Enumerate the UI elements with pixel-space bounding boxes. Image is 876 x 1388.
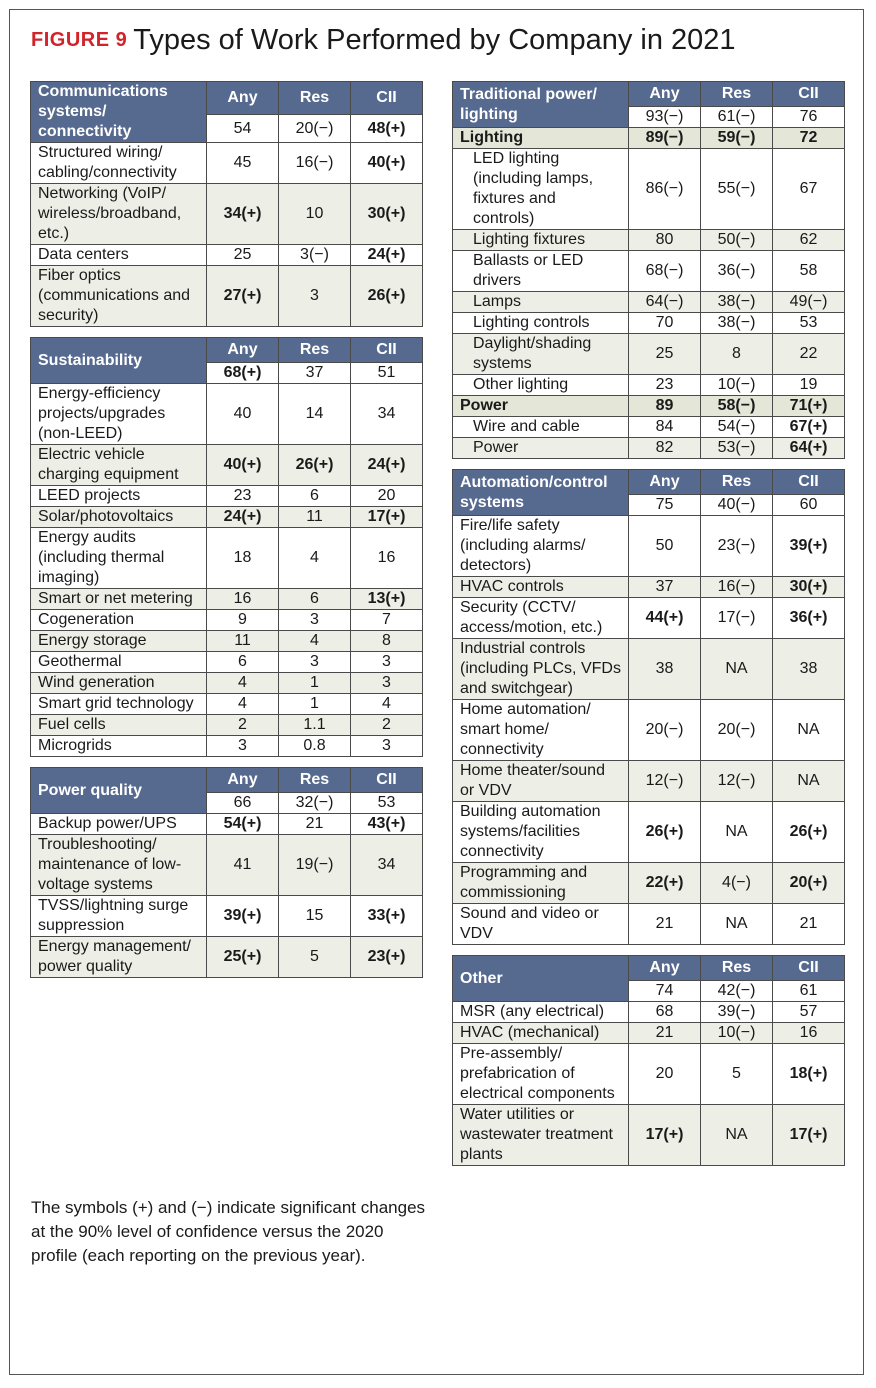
value-cell: 76 <box>773 107 845 128</box>
column-header: Any <box>207 768 279 793</box>
row-label: Power <box>453 438 629 459</box>
row-label: Lighting controls <box>453 313 629 334</box>
table-row <box>31 736 423 757</box>
value-cell: 24(+) <box>351 245 423 266</box>
value-cell: 3 <box>279 652 351 673</box>
row-label: Microgrids <box>31 736 207 757</box>
section-title: Traditional power/ lighting <box>453 82 629 128</box>
row-label: Fire/life safety (including alarms/ detectors) <box>453 516 629 577</box>
value-cell: 17(+) <box>629 1105 701 1166</box>
value-cell: 10(−) <box>701 375 773 396</box>
row-label: LED lighting (including lamps, fixtures and controls) <box>453 149 629 230</box>
figure-title <box>31 24 736 57</box>
value-cell: 6 <box>279 486 351 507</box>
row-label: Backup power/UPS <box>31 814 207 835</box>
value-cell: 23(−) <box>701 516 773 577</box>
value-cell: 21 <box>279 814 351 835</box>
value-cell: 17(+) <box>351 507 423 528</box>
value-cell: 75 <box>629 495 701 516</box>
value-cell: 3 <box>279 610 351 631</box>
table-row <box>453 334 845 375</box>
value-cell: 38(−) <box>701 292 773 313</box>
row-label: TVSS/lightning surge suppression <box>31 896 207 937</box>
table-row <box>453 904 845 945</box>
value-cell: 12(−) <box>701 761 773 802</box>
table-row <box>31 486 423 507</box>
value-cell: 42(−) <box>701 981 773 1002</box>
value-cell: 16(−) <box>701 577 773 598</box>
value-cell: 71(+) <box>773 396 845 417</box>
value-cell: 49(−) <box>773 292 845 313</box>
footnote: The symbols (+) and (−) indicate significant changes at the 90% level of confidence versus the 2020 profile (each reporting on the previous year). <box>31 1198 426 1265</box>
row-label: Lamps <box>453 292 629 313</box>
value-cell: 17(+) <box>773 1105 845 1166</box>
row-label: Wind generation <box>31 673 207 694</box>
value-cell: 44(+) <box>629 598 701 639</box>
value-cell: 53(−) <box>701 438 773 459</box>
value-cell: 57 <box>773 1002 845 1023</box>
value-cell: 20 <box>351 486 423 507</box>
table-row <box>31 507 423 528</box>
row-label: Cogeneration <box>31 610 207 631</box>
row-label: Other lighting <box>453 375 629 396</box>
value-cell: 22 <box>773 334 845 375</box>
value-cell: 4 <box>207 673 279 694</box>
row-label: Ballasts or LED drivers <box>453 251 629 292</box>
value-cell: 2 <box>351 715 423 736</box>
section-header-row <box>31 82 423 115</box>
value-cell: 50 <box>629 516 701 577</box>
section-title: Power quality <box>31 768 207 814</box>
value-cell: 41 <box>207 835 279 896</box>
row-label: Home automation/ smart home/ connectivity <box>453 700 629 761</box>
row-label: MSR (any electrical) <box>453 1002 629 1023</box>
value-cell: 34 <box>351 835 423 896</box>
value-cell: 12(−) <box>629 761 701 802</box>
column-header: CII <box>351 82 423 115</box>
value-cell: 20(+) <box>773 863 845 904</box>
value-cell: 51 <box>351 363 423 384</box>
section-header-row <box>453 470 845 495</box>
table-row <box>31 445 423 486</box>
row-label: Power <box>453 396 629 417</box>
value-cell: 1 <box>279 694 351 715</box>
value-cell: 25 <box>629 334 701 375</box>
value-cell: 58(−) <box>701 396 773 417</box>
value-cell: 25 <box>207 245 279 266</box>
section-table <box>30 337 423 757</box>
value-cell: 61 <box>773 981 845 1002</box>
column-header: Res <box>279 768 351 793</box>
table-row <box>31 835 423 896</box>
section-table <box>452 81 845 459</box>
value-cell: 59(−) <box>701 128 773 149</box>
row-label: Fiber optics (communications and security) <box>31 266 207 327</box>
column-header: Any <box>207 338 279 363</box>
value-cell: 60 <box>773 495 845 516</box>
value-cell: NA <box>773 761 845 802</box>
value-cell: 45 <box>207 143 279 184</box>
value-cell: 55(−) <box>701 149 773 230</box>
value-cell: 7 <box>351 610 423 631</box>
value-cell: 39(+) <box>207 896 279 937</box>
table-row <box>453 577 845 598</box>
table-row <box>31 143 423 184</box>
value-cell: 33(+) <box>351 896 423 937</box>
value-cell: 53 <box>351 793 423 814</box>
table-row <box>453 375 845 396</box>
row-label: Building automation systems/facilities connectivity <box>453 802 629 863</box>
table-row <box>31 652 423 673</box>
section-table <box>30 81 423 327</box>
table-row <box>31 384 423 445</box>
table-row <box>31 184 423 245</box>
value-cell: 4 <box>279 528 351 589</box>
column-header: CII <box>773 956 845 981</box>
value-cell: 62 <box>773 230 845 251</box>
value-cell: 0.8 <box>279 736 351 757</box>
value-cell: 40(+) <box>207 445 279 486</box>
row-label: Fuel cells <box>31 715 207 736</box>
value-cell: 20(−) <box>701 700 773 761</box>
table-row <box>31 245 423 266</box>
table-row <box>31 589 423 610</box>
row-label: Energy management/ power quality <box>31 937 207 978</box>
value-cell: 80 <box>629 230 701 251</box>
table-row <box>453 700 845 761</box>
table-row <box>31 266 423 327</box>
value-cell: 54 <box>207 115 279 143</box>
row-label: Sound and video or VDV <box>453 904 629 945</box>
section-title: Automation/control systems <box>453 470 629 516</box>
table-row <box>31 631 423 652</box>
table-row <box>453 1023 845 1044</box>
row-label: Security (CCTV/ access/motion, etc.) <box>453 598 629 639</box>
table-row <box>453 417 845 438</box>
value-cell: 53 <box>773 313 845 334</box>
row-label: Solar/photovoltaics <box>31 507 207 528</box>
value-cell: 4(−) <box>701 863 773 904</box>
value-cell: 16 <box>773 1023 845 1044</box>
column-header: CII <box>351 338 423 363</box>
column-header: Res <box>701 470 773 495</box>
value-cell: NA <box>701 1105 773 1166</box>
value-cell: 26(+) <box>279 445 351 486</box>
value-cell: 67(+) <box>773 417 845 438</box>
value-cell: 16 <box>351 528 423 589</box>
row-label: Energy storage <box>31 631 207 652</box>
section-table <box>452 469 845 945</box>
value-cell: 20(−) <box>279 115 351 143</box>
section-header-row <box>31 338 423 363</box>
table-row <box>31 694 423 715</box>
row-label: Structured wiring/ cabling/connectivity <box>31 143 207 184</box>
section-header-row <box>453 82 845 107</box>
value-cell: 89 <box>629 396 701 417</box>
value-cell: 1 <box>279 673 351 694</box>
row-label: Industrial controls (including PLCs, VFDs and switchgear) <box>453 639 629 700</box>
table-row <box>453 863 845 904</box>
section-title: Communications systems/ connectivity <box>31 82 207 143</box>
value-cell: 50(−) <box>701 230 773 251</box>
value-cell: 72 <box>773 128 845 149</box>
value-cell: NA <box>773 700 845 761</box>
row-label: HVAC (mechanical) <box>453 1023 629 1044</box>
value-cell: 3(−) <box>279 245 351 266</box>
row-label: Water utilities or wastewater treatment plants <box>453 1105 629 1166</box>
row-label: HVAC controls <box>453 577 629 598</box>
value-cell: 19 <box>773 375 845 396</box>
value-cell: 5 <box>279 937 351 978</box>
value-cell: 3 <box>351 652 423 673</box>
value-cell: 58 <box>773 251 845 292</box>
row-label: Troubleshooting/ maintenance of low-voltage systems <box>31 835 207 896</box>
row-label: Data centers <box>31 245 207 266</box>
section-header-row <box>31 768 423 793</box>
figure-label: FIGURE 9 <box>31 29 128 51</box>
value-cell: 27(+) <box>207 266 279 327</box>
value-cell: 26(+) <box>351 266 423 327</box>
value-cell: 23 <box>629 375 701 396</box>
table-row <box>453 1002 845 1023</box>
column-header: Any <box>629 470 701 495</box>
value-cell: NA <box>701 639 773 700</box>
table-row <box>453 313 845 334</box>
value-cell: 36(+) <box>773 598 845 639</box>
left-column <box>30 81 422 988</box>
value-cell: 21 <box>629 1023 701 1044</box>
value-cell: 20 <box>629 1044 701 1105</box>
value-cell: 3 <box>279 266 351 327</box>
value-cell: 40 <box>207 384 279 445</box>
value-cell: 34 <box>351 384 423 445</box>
value-cell: 54(−) <box>701 417 773 438</box>
row-label: Energy audits (including thermal imaging) <box>31 528 207 589</box>
value-cell: 70 <box>629 313 701 334</box>
value-cell: 38 <box>773 639 845 700</box>
section-title: Other <box>453 956 629 1002</box>
value-cell: 11 <box>279 507 351 528</box>
table-row <box>31 528 423 589</box>
value-cell: 54(+) <box>207 814 279 835</box>
value-cell: 23 <box>207 486 279 507</box>
column-header: CII <box>773 82 845 107</box>
value-cell: 16(−) <box>279 143 351 184</box>
table-row <box>31 814 423 835</box>
row-label: Lighting <box>453 128 629 149</box>
value-cell: 23(+) <box>351 937 423 978</box>
value-cell: 18 <box>207 528 279 589</box>
value-cell: 34(+) <box>207 184 279 245</box>
value-cell: 5 <box>701 1044 773 1105</box>
value-cell: 22(+) <box>629 863 701 904</box>
figure-heading: Types of Work Performed by Company in 2021 <box>133 24 736 56</box>
column-header: Res <box>701 956 773 981</box>
row-label: Pre-assembly/ prefabrication of electrical components <box>453 1044 629 1105</box>
column-header: Res <box>701 82 773 107</box>
value-cell: 68 <box>629 1002 701 1023</box>
value-cell: 1.1 <box>279 715 351 736</box>
table-row <box>31 937 423 978</box>
row-label: Home theater/sound or VDV <box>453 761 629 802</box>
value-cell: 32(−) <box>279 793 351 814</box>
right-column <box>452 81 844 1176</box>
row-label: Electric vehicle charging equipment <box>31 445 207 486</box>
value-cell: 9 <box>207 610 279 631</box>
value-cell: 40(+) <box>351 143 423 184</box>
row-label: Lighting fixtures <box>453 230 629 251</box>
value-cell: 89(−) <box>629 128 701 149</box>
value-cell: 25(+) <box>207 937 279 978</box>
value-cell: 2 <box>207 715 279 736</box>
value-cell: 10(−) <box>701 1023 773 1044</box>
column-header: Any <box>629 82 701 107</box>
value-cell: 30(+) <box>351 184 423 245</box>
row-label: Daylight/shading systems <box>453 334 629 375</box>
table-row <box>31 896 423 937</box>
value-cell: 82 <box>629 438 701 459</box>
table-row <box>31 715 423 736</box>
value-cell: 84 <box>629 417 701 438</box>
value-cell: 18(+) <box>773 1044 845 1105</box>
value-cell: 39(−) <box>701 1002 773 1023</box>
value-cell: 38(−) <box>701 313 773 334</box>
table-row <box>453 639 845 700</box>
row-label: LEED projects <box>31 486 207 507</box>
column-header: Res <box>279 338 351 363</box>
table-row <box>453 230 845 251</box>
value-cell: 24(+) <box>207 507 279 528</box>
section-table <box>30 767 423 978</box>
table-row <box>31 610 423 631</box>
value-cell: 4 <box>207 694 279 715</box>
table-row <box>453 1044 845 1105</box>
table-row <box>453 598 845 639</box>
value-cell: 43(+) <box>351 814 423 835</box>
value-cell: 26(+) <box>773 802 845 863</box>
value-cell: 26(+) <box>629 802 701 863</box>
value-cell: 74 <box>629 981 701 1002</box>
value-cell: 19(−) <box>279 835 351 896</box>
table-row <box>453 761 845 802</box>
table-row <box>453 251 845 292</box>
value-cell: 64(−) <box>629 292 701 313</box>
value-cell: 48(+) <box>351 115 423 143</box>
value-cell: 36(−) <box>701 251 773 292</box>
table-row <box>453 516 845 577</box>
row-label: Wire and cable <box>453 417 629 438</box>
column-header: CII <box>351 768 423 793</box>
table-row <box>453 292 845 313</box>
row-label: Networking (VoIP/ wireless/broadband, etc.) <box>31 184 207 245</box>
value-cell: 21 <box>629 904 701 945</box>
table-row <box>31 673 423 694</box>
section-table <box>452 955 845 1166</box>
table-row <box>453 396 845 417</box>
value-cell: 6 <box>207 652 279 673</box>
value-cell: 3 <box>351 673 423 694</box>
value-cell: 68(−) <box>629 251 701 292</box>
value-cell: 38 <box>629 639 701 700</box>
value-cell: 4 <box>351 694 423 715</box>
column-header: Any <box>207 82 279 115</box>
row-label: Programming and commissioning <box>453 863 629 904</box>
value-cell: 67 <box>773 149 845 230</box>
table-row <box>453 149 845 230</box>
value-cell: 64(+) <box>773 438 845 459</box>
section-title: Sustainability <box>31 338 207 384</box>
value-cell: 11 <box>207 631 279 652</box>
row-label: Smart or net metering <box>31 589 207 610</box>
table-row <box>453 1105 845 1166</box>
value-cell: 30(+) <box>773 577 845 598</box>
column-header: Any <box>629 956 701 981</box>
value-cell: 8 <box>351 631 423 652</box>
value-cell: 17(−) <box>701 598 773 639</box>
column-header: CII <box>773 470 845 495</box>
value-cell: 14 <box>279 384 351 445</box>
value-cell: 10 <box>279 184 351 245</box>
value-cell: 16 <box>207 589 279 610</box>
value-cell: 15 <box>279 896 351 937</box>
row-label: Geothermal <box>31 652 207 673</box>
value-cell: 4 <box>279 631 351 652</box>
value-cell: 8 <box>701 334 773 375</box>
value-cell: 21 <box>773 904 845 945</box>
value-cell: 3 <box>207 736 279 757</box>
value-cell: 20(−) <box>629 700 701 761</box>
table-row <box>453 802 845 863</box>
value-cell: 24(+) <box>351 445 423 486</box>
value-cell: 66 <box>207 793 279 814</box>
value-cell: 39(+) <box>773 516 845 577</box>
table-row <box>453 128 845 149</box>
value-cell: 86(−) <box>629 149 701 230</box>
value-cell: NA <box>701 802 773 863</box>
row-label: Energy-efficiency projects/upgrades (non-LEED) <box>31 384 207 445</box>
value-cell: 37 <box>279 363 351 384</box>
value-cell: 13(+) <box>351 589 423 610</box>
value-cell: 6 <box>279 589 351 610</box>
value-cell: 93(−) <box>629 107 701 128</box>
value-cell: 3 <box>351 736 423 757</box>
value-cell: 37 <box>629 577 701 598</box>
table-row <box>453 438 845 459</box>
column-header: Res <box>279 82 351 115</box>
value-cell: NA <box>701 904 773 945</box>
section-header-row <box>453 956 845 981</box>
value-cell: 68(+) <box>207 363 279 384</box>
value-cell: 40(−) <box>701 495 773 516</box>
value-cell: 61(−) <box>701 107 773 128</box>
row-label: Smart grid technology <box>31 694 207 715</box>
